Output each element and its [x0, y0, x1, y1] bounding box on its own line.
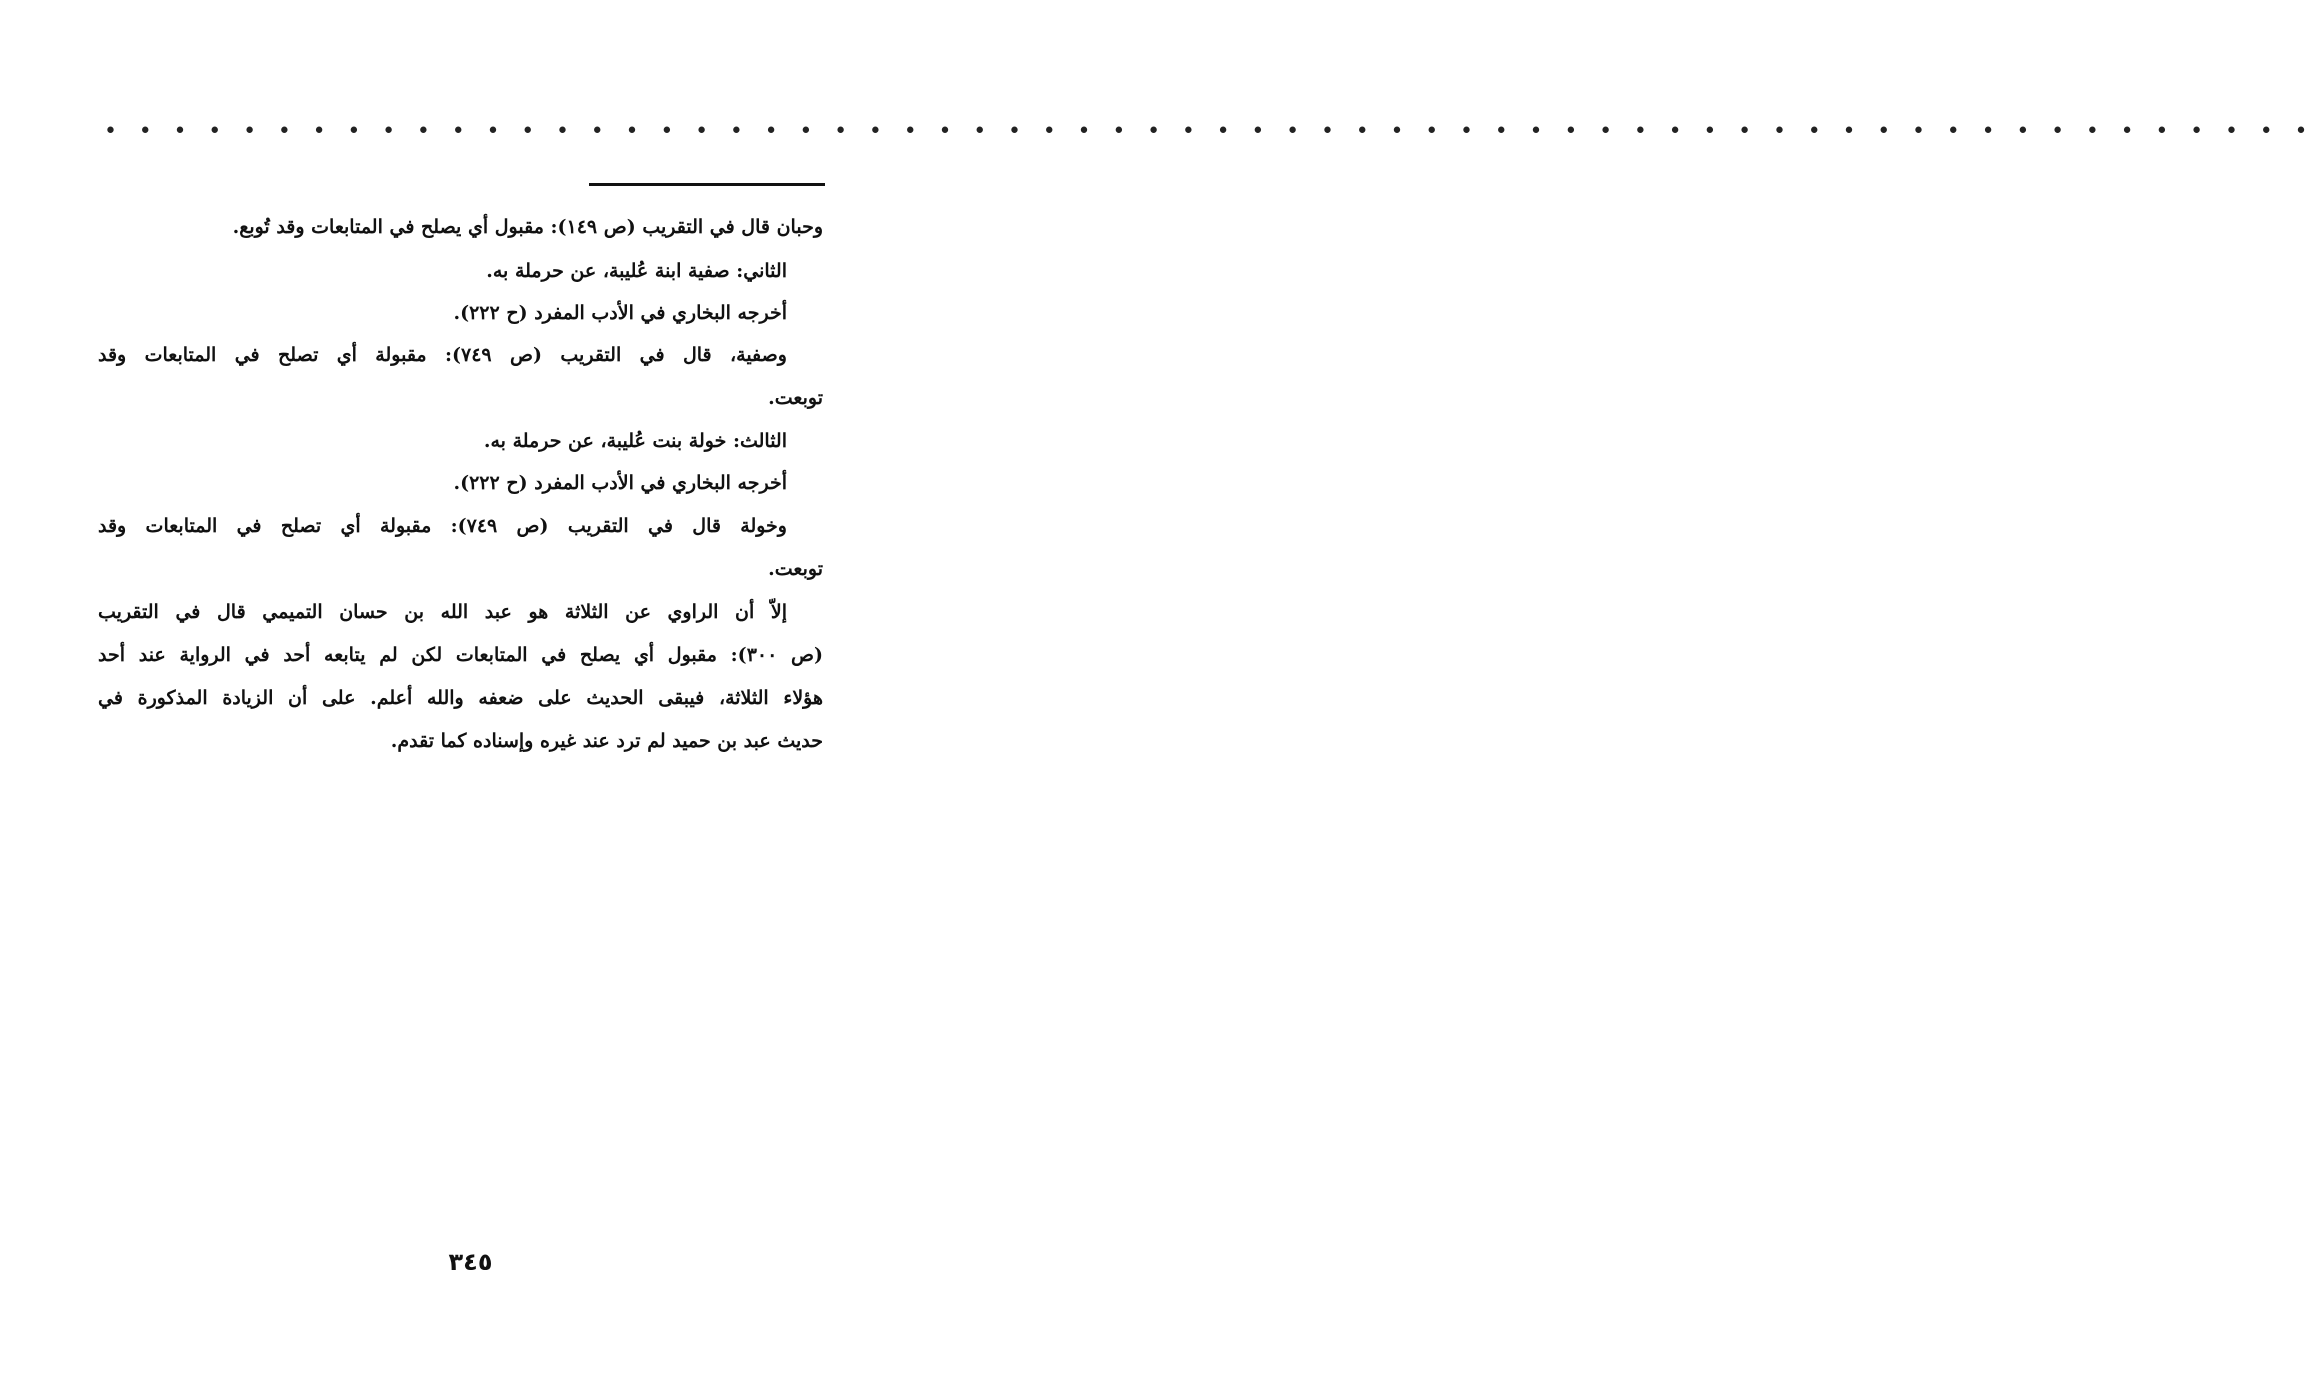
separator-dots: • • • • • • • • • • • • • • • • • • • • • • • • • • • • • • • • • • • • • • • • • • • • • • • • • • • • • • • • • • • • • • • •: [104, 119, 2315, 144]
text-line: توبعت.: [768, 558, 823, 580]
text-line: هؤلاء الثلاثة، فيبقى الحديث على ضعفه والله أعلم. على أن الزيادة المذكورة في: [98, 687, 823, 709]
text-line: وخولة قال في التقريب (ص ٧٤٩): مقبولة أي تصلح في المتابعات وقد: [98, 515, 787, 537]
text-line: الثالث: خولة بنت عُليبة، عن حرملة به.: [483, 430, 787, 452]
text-line: أخرجه البخاري في الأدب المفرد (ح ٢٢٢).: [453, 472, 787, 494]
text-line: حديث عبد بن حميد لم ترد عند غيره وإسناده كما تقدم.: [390, 730, 823, 752]
text-line: أخرجه البخاري في الأدب المفرد (ح ٢٢٢).: [453, 302, 787, 324]
text-line: (ص ٣٠٠): مقبول أي يصلح في المتابعات لكن لم يتابعه أحد في الرواية عند أحد: [98, 644, 823, 666]
text-line: وصفية، قال في التقريب (ص ٧٤٩): مقبولة أي تصلح في المتابعات وقد: [98, 344, 787, 366]
footnote-rule: [589, 183, 825, 186]
text-line: توبعت.: [768, 387, 823, 409]
text-line: وحبان قال في التقريب (ص ١٤٩): مقبول أي يصلح في المتابعات وقد تُوبع.: [232, 216, 823, 238]
text-line: إلاّ أن الراوي عن الثلاثة هو عبد الله بن حسان التميمي قال في التقريب: [98, 601, 787, 623]
page-number: ٣٤٥: [448, 1248, 493, 1276]
text-line: الثاني: صفية ابنة عُليبة، عن حرملة به.: [486, 260, 787, 282]
